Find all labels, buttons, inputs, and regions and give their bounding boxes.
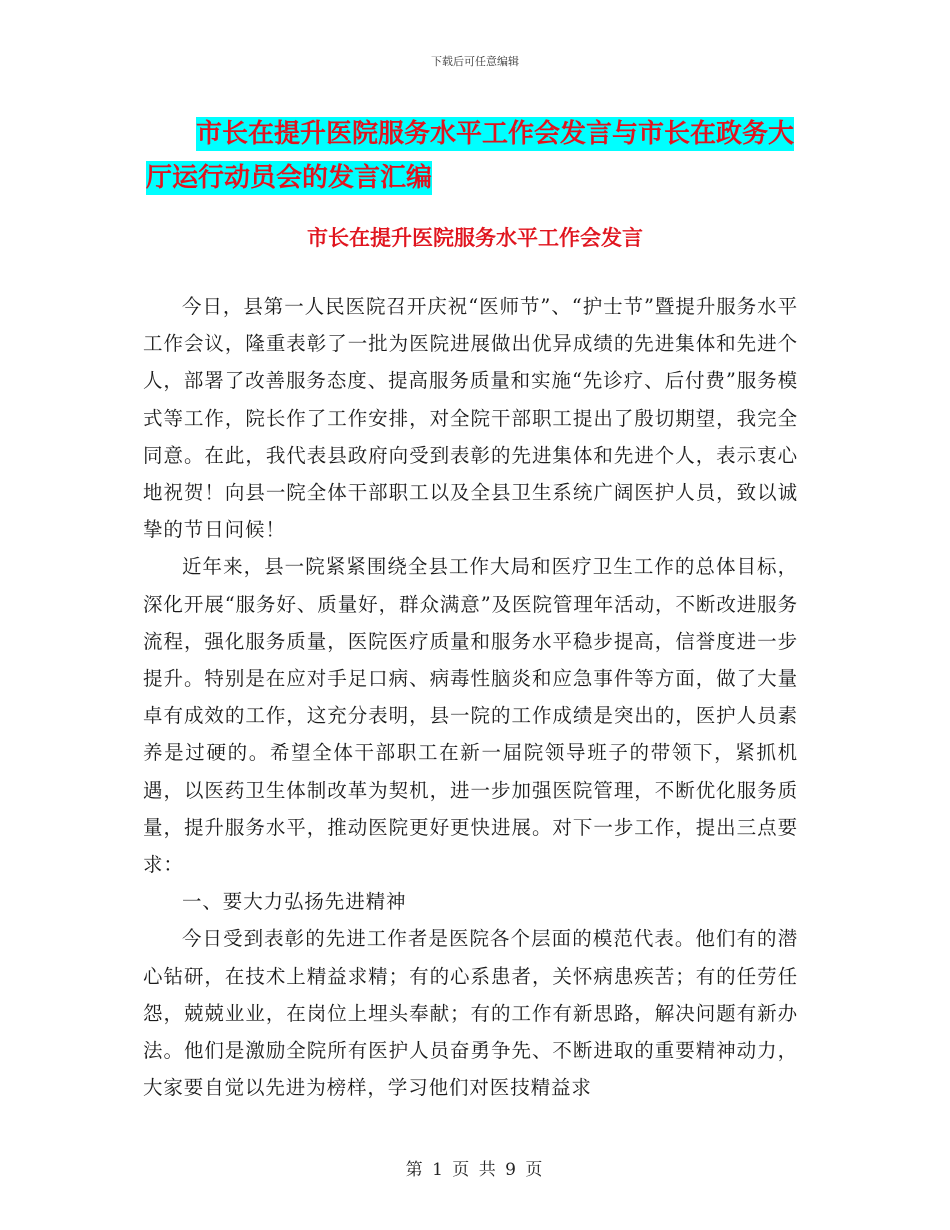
paragraph: 今日，县第一人民医院召开庆祝“医师节”、“护士节”暨提升服务水平工作会议，隆重表彰了一批为医院进展做出优异成绩的先进集体和先进个人，部署了改善服务态度、提高服务质量和实施“先诊疗、后付费”服务模式等工作，院长作了工作安排，对全院干部职工提出了殷切期望，我完全同意。在此，我代表县政府向受到表彰的先进集体和先进个人，表示衷心地祝贺！向县一院全体干部职工以及全县卫生系统广阔医护人员，致以诚挚的节日问候！ xyxy=(143,295,798,542)
section-title: 市长在提升医院服务水平工作会发言 xyxy=(307,226,643,250)
page-footer: 第 1 页 共 9 页 xyxy=(405,1160,545,1180)
header-note: 下载后可任意编辑 xyxy=(431,55,519,68)
document-title xyxy=(146,112,806,200)
paragraph: 近年来，县一院紧紧围绕全县工作大局和医疗卫生工作的总体目标，深化开展“服务好、质量好，群众满意”及医院管理年活动，不断改进服务流程，强化服务质量，医院医疗质量和服务水平稳步提高，信誉度进一步提升。特别是在应对手足口病、病毒性脑炎和应急事件等方面，做了大量卓有成效的工作，这充分表明，县一院的工作成绩是突出的，医护人员素养是过硬的。希望全体干部职工在新一届院领导班子的带领下，紧抓机遇，以医药卫生体制改革为契机，进一步加强医院管理，不断优化服务质量，提升服务水平，推动医院更好更快进展。对下一步工作，提出三点要求： xyxy=(143,555,798,877)
title-line-1: 市长在提升医院服务水平工作会发言与市长在政务大 xyxy=(196,119,795,149)
paragraph: 今日受到表彰的先进工作者是医院各个层面的模范代表。他们有的潜心钻研，在技术上精益求精；有的心系患者，关怀病患疾苦；有的任劳任怨，兢兢业业，在岗位上埋头奉献；有的工作有新思路，解决问题有新办法。他们是激励全院所有医护人员奋勇争先、不断进取的重要精神动力，大家要自觉以先进为榜样，学习他们对医技精益求 xyxy=(143,927,798,1100)
paragraph-heading: 一、要大力弘扬先进精神 xyxy=(182,890,407,914)
title-line-2: 厅运行动员会的发言汇编 xyxy=(146,163,433,193)
body-text xyxy=(143,288,798,1106)
